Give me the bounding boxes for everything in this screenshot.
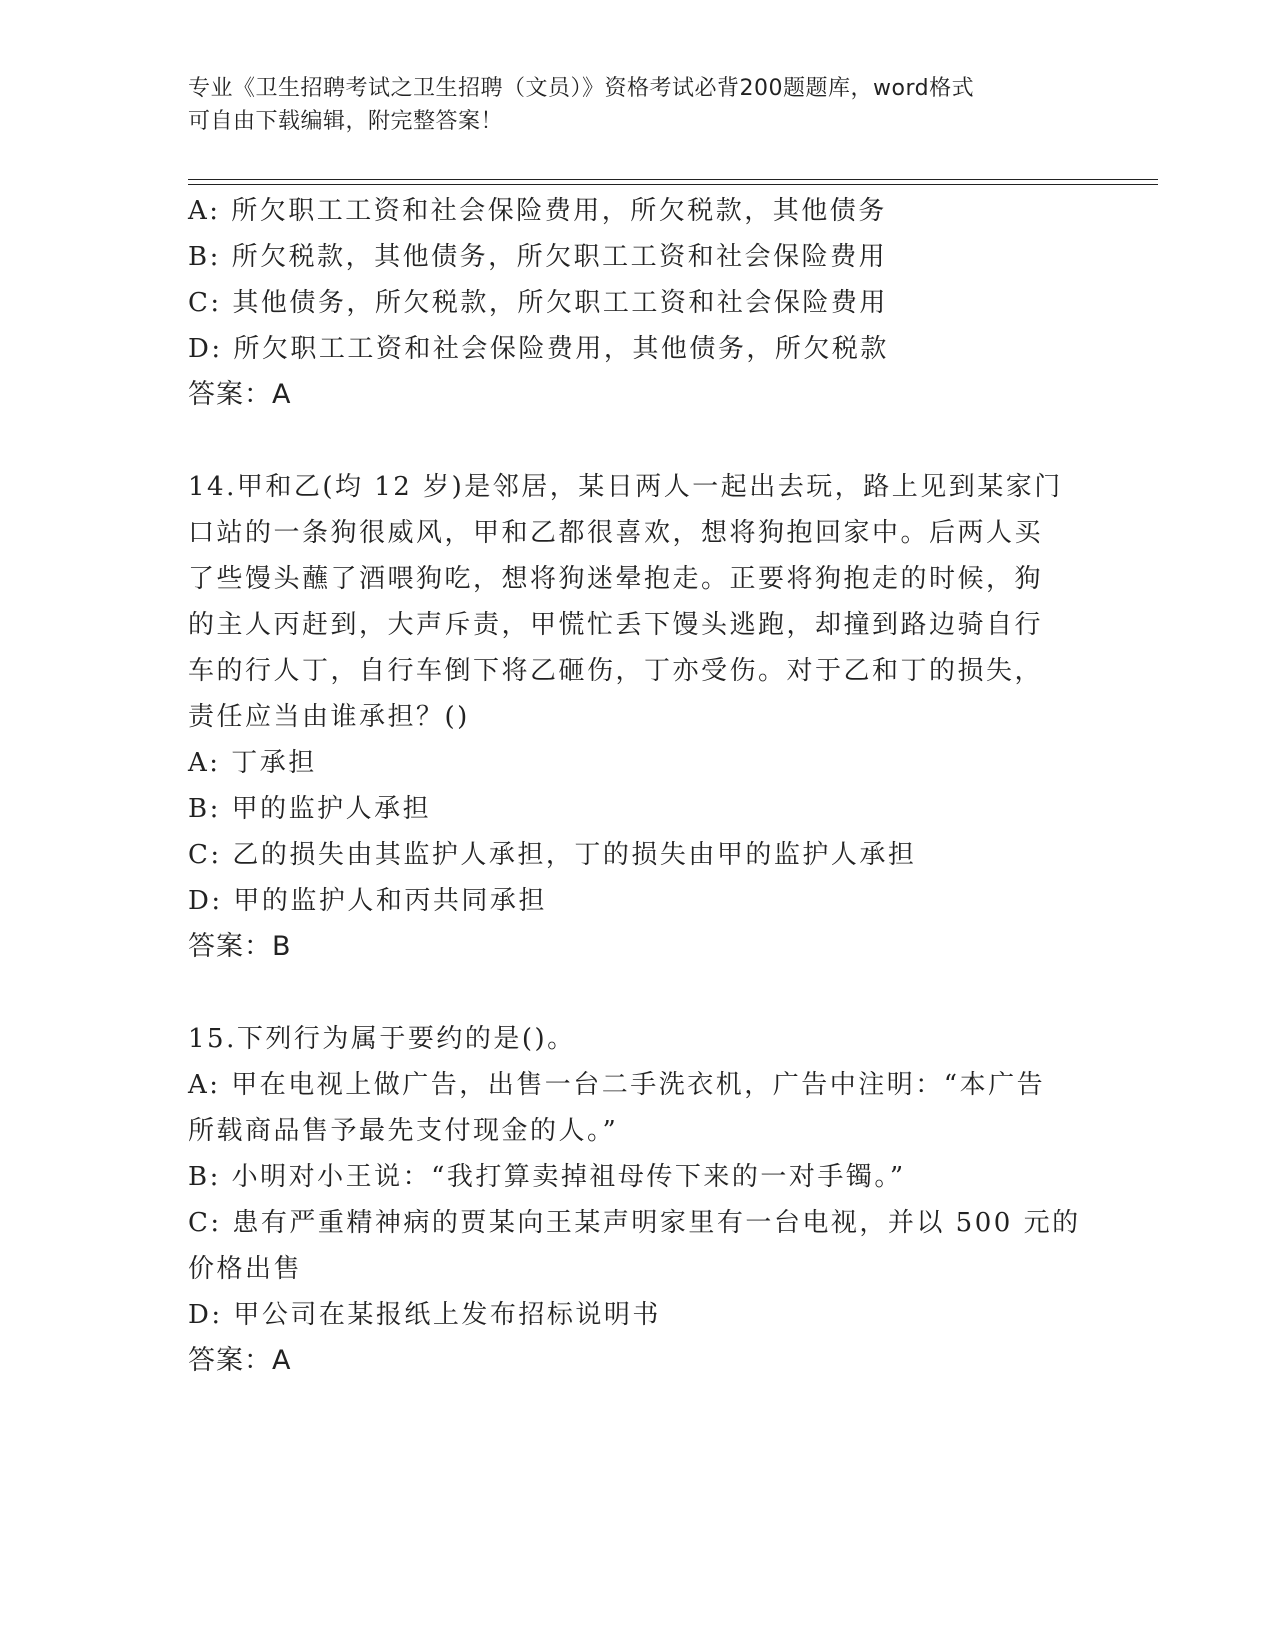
- q14-question-line: 责任应当由谁承担？(): [188, 702, 470, 732]
- q14-question-line: 14.甲和乙(均 12 岁)是邻居，某日两人一起出去玩，路上见到某家门: [188, 472, 1063, 502]
- q14-option-b: B: 甲的监护人承担: [188, 794, 432, 824]
- spacer: [188, 970, 1088, 1016]
- q14-answer: 答案：B: [188, 931, 292, 962]
- q14-option-a: A: 丁承担: [188, 748, 317, 778]
- q15-option-a-line: A: 甲在电视上做广告，出售一台二手洗衣机，广告中注明：“本广告: [188, 1070, 1046, 1100]
- q15-option-b: B: 小明对小王说：“我打算卖掉祖母传下来的一对手镯。”: [188, 1162, 906, 1192]
- question-14-block: [188, 464, 1088, 970]
- q14-question-line: 口站的一条狗很威风，甲和乙都很喜欢，想将狗抱回家中。后两人买: [188, 518, 1044, 548]
- header-divider-top: [188, 179, 1158, 180]
- header-divider-bottom: [188, 184, 1158, 185]
- q15-option-c-line: 价格出售: [188, 1254, 303, 1284]
- q13-answer: 答案：A: [188, 379, 292, 410]
- document-body: [188, 188, 1088, 1384]
- q14-question-line: 车的行人丁，自行车倒下将乙砸伤，丁亦受伤。对于乙和丁的损失，: [188, 656, 1044, 686]
- q15-option-c-line: C: 患有严重精神病的贾某向王某声明家里有一台电视，并以 500 元的: [188, 1208, 1081, 1238]
- header-line-2: 可自由下载编辑，附完整答案！: [188, 109, 504, 134]
- spacer: [188, 418, 1088, 464]
- q13-option-d: D: 所欠职工工资和社会保险费用，其他债务，所欠税款: [188, 334, 889, 364]
- q15-option-d: D: 甲公司在某报纸上发布招标说明书: [188, 1300, 661, 1330]
- q13-option-a: A: 所欠职工工资和社会保险费用，所欠税款，其他债务: [188, 196, 887, 226]
- q15-question-line: 15.下列行为属于要约的是()。: [188, 1024, 576, 1054]
- question-13-block: [188, 188, 1088, 418]
- q14-question-line: 了些馒头蘸了酒喂狗吃，想将狗迷晕抱走。正要将狗抱走的时候，狗: [188, 564, 1044, 594]
- q15-option-a-line: 所载商品售予最先支付现金的人。”: [188, 1116, 619, 1146]
- q14-option-c: C: 乙的损失由其监护人承担，丁的损失由甲的监护人承担: [188, 840, 917, 870]
- q14-option-d: D: 甲的监护人和丙共同承担: [188, 886, 547, 916]
- q14-question-line: 的主人丙赶到，大声斥责，甲慌忙丢下馒头逃跑，却撞到路边骑自行: [188, 610, 1044, 640]
- q13-option-c: C: 其他债务，所欠税款，所欠职工工资和社会保险费用: [188, 288, 888, 318]
- document-header: [188, 72, 1088, 138]
- question-15-block: [188, 1016, 1088, 1384]
- header-line-1: 专业《卫生招聘考试之卫生招聘（文员）》资格考试必背200题题库，word格式: [188, 76, 975, 101]
- q13-option-b: B: 所欠税款，其他债务，所欠职工工资和社会保险费用: [188, 242, 888, 272]
- q15-answer: 答案：A: [188, 1345, 292, 1376]
